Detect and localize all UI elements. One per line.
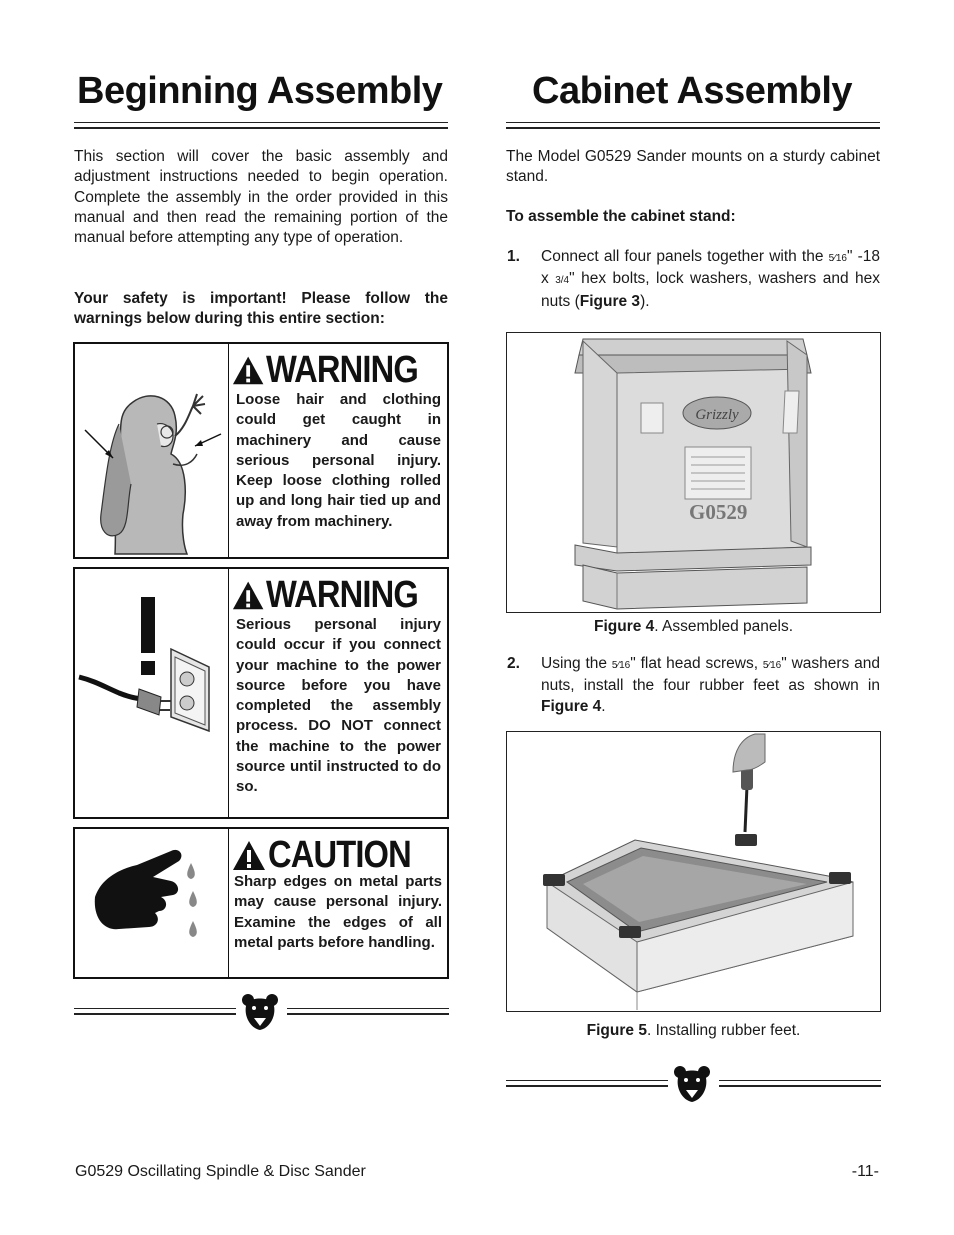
woman-long-hair-icon [75,344,228,557]
caution-heading-text: CAUTION [268,834,411,876]
step-number: 1. [507,248,520,265]
right-section-title: Cabinet Assembly [532,70,853,112]
right-section-divider [506,1064,881,1108]
cabinet-logo-text: Grizzly [695,407,739,423]
left-title-rule [74,122,448,129]
left-section-divider [74,990,449,1034]
warning-hair-text: Loose hair and clothing could get caught in machinery and cause serious personal injury. Keep loose clothing rolled up and long hair tied up and away from machinery. [236,391,441,530]
plug-outlet-icon [75,569,228,817]
step-1-text: Connect all four panels together with the 5⁄16" -18 x 3/4" hex bolts, lock washers, washers and hex nuts (Figure 3). [541,248,881,310]
power-warning-text-cell [228,569,447,817]
warning-heading-text: WARNING [266,574,419,616]
grizzly-bear-logo-icon [672,1064,712,1104]
warning-heading [232,573,443,617]
caution-text-cell [228,829,447,977]
power-warning-illustration [75,569,229,817]
warning-heading-text: WARNING [266,349,419,391]
caution-box-sharp-edges [73,827,449,979]
hair-warning-illustration [75,344,229,557]
step-2-text: Using the 5⁄16" flat head screws, 5⁄16" washers and nuts, install the four rubber feet as shown in Figure 4. [541,655,881,715]
warning-power-text: Serious personal injury could occur if you connect your machine to the power source before you have completed the assembly process. DO NOT connect the machine to the power source until instructed to do so. [236,616,441,796]
figure-5-image [506,731,881,1012]
figure-4-image [506,332,881,613]
assembly-subheading: To assemble the cabinet stand: [506,208,736,225]
exclamation-triangle-icon [232,839,266,871]
left-section-title: Beginning Assembly [77,70,443,112]
bleeding-finger-icon [75,829,228,977]
figure-5-caption: Figure 5. Installing rubber feet. [586,1022,801,1039]
figure-4-caption: Figure 4. Assembled panels. [593,618,794,635]
exclamation-triangle-icon [232,579,264,611]
assembled-cabinet-panels-image [507,333,879,611]
caution-sharp-edges-text: Sharp edges on metal parts may cause personal injury. Examine the edges of all metal parts before handling. [234,873,442,951]
assembly-step-1 [507,247,880,309]
grizzly-bear-logo-icon [240,992,280,1032]
hair-warning-text-cell [228,344,447,557]
exclamation-triangle-icon [232,354,264,386]
caution-heading [232,833,443,877]
footer-manual-title: G0529 Oscillating Spindle & Disc Sander [75,1163,366,1180]
warning-box-power [73,567,449,819]
warning-heading [232,348,443,392]
right-title-rule [506,122,880,129]
left-intro-paragraph: This section will cover the basic assembly and adjustment instructions needed to begin operation. Complete the assembly in the order provided in this manual and then read the remaining portion of the manual before attempting any type of operation. [74,148,448,247]
step-number: 2. [507,655,520,672]
footer-page-number: -11- [851,1163,879,1180]
warning-box-hair [73,342,449,559]
model-stencil-text: G0529 [689,500,748,524]
safety-note: Your safety is important! Please follow the warnings below during this entire section: [74,290,448,328]
sharp-edge-illustration [75,829,229,977]
assembly-step-2 [507,654,880,716]
installing-rubber-feet-image [507,732,879,1010]
right-intro-paragraph: The Model G0529 Sander mounts on a sturdy cabinet stand. [506,148,880,186]
